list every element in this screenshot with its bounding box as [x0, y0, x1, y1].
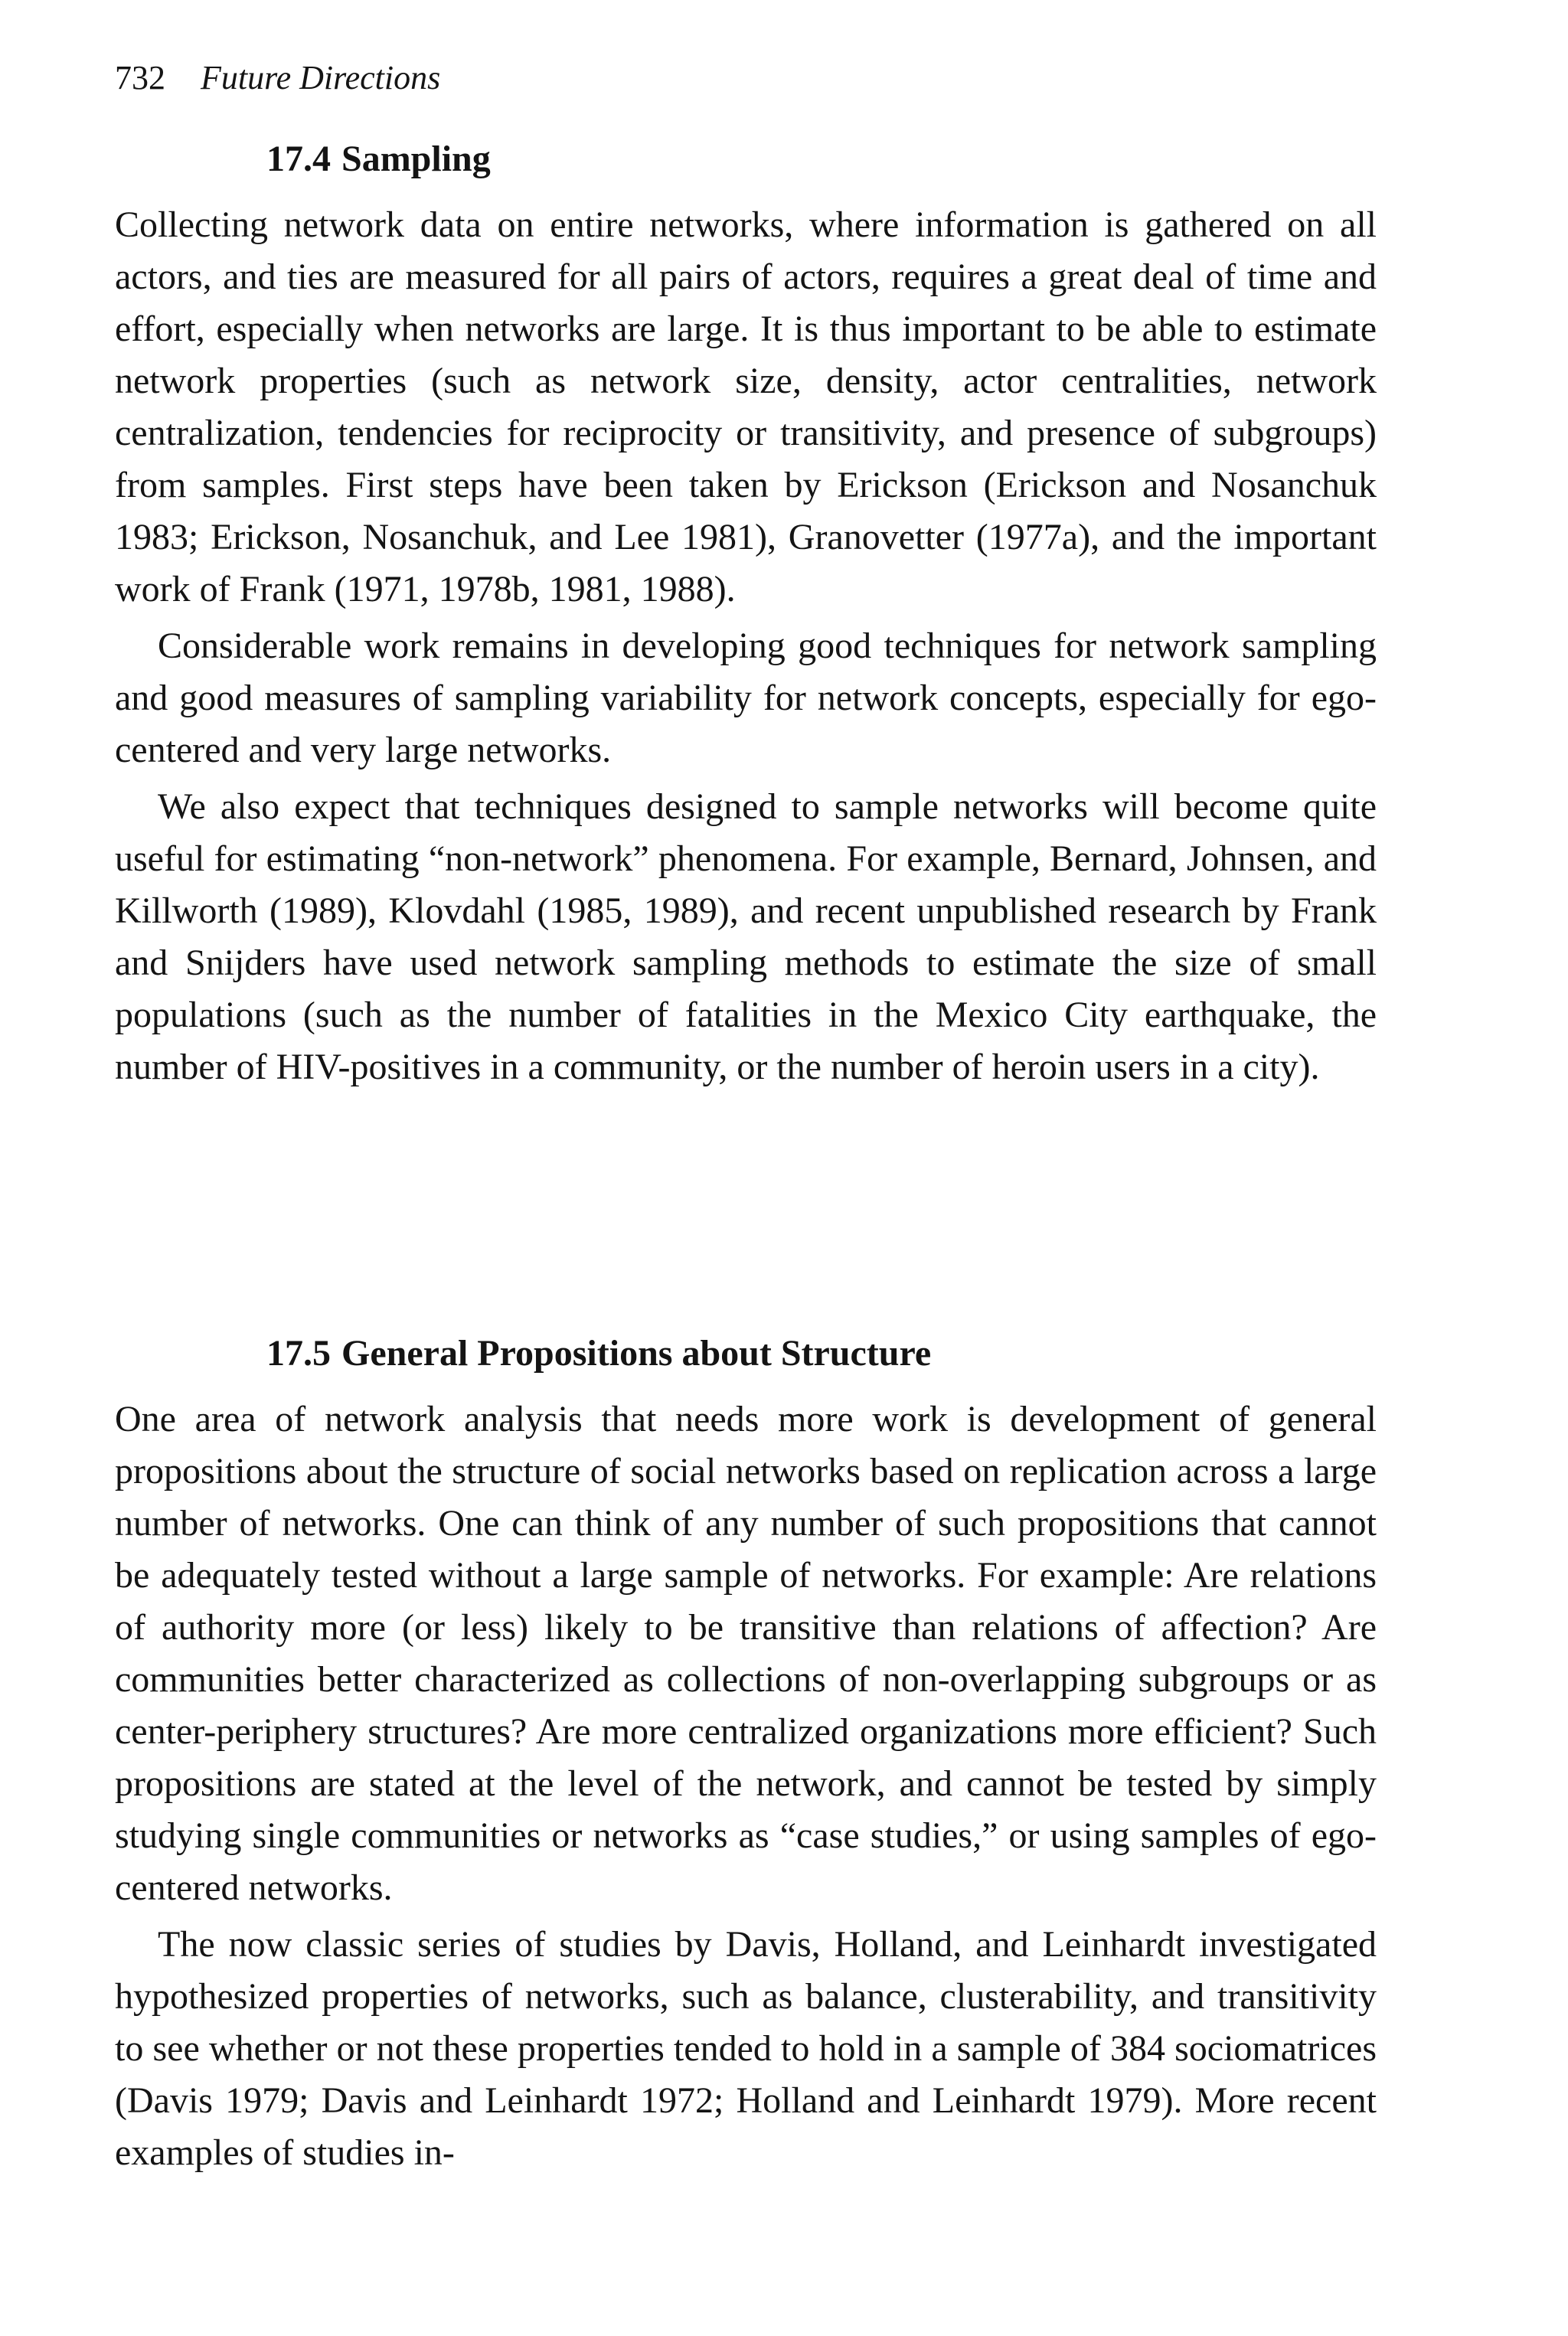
section-body-general-propositions [115, 1393, 1377, 2184]
running-head [115, 57, 440, 100]
paragraph: One area of network analysis that needs more work is development of general propositions about the structure of social networks based on replication across a large number of networks. One can think of any number of such propositions that cannot be adequately tested without a large sample of networks. For example: Are relations of authority more (or less) likely to be transitive than relations of affection? Are communities better characterized as collections of non-overlapping subgroups or as center-periphery structures? Are more centralized organizations more efficient? Such propositions are stated at the level of the network, and cannot be tested by simply studying single communities or networks as “case studies,” or using samples of ego-centered networks. [115, 1399, 1377, 1908]
paragraph: The now classic series of studies by Davis, Holland, and Leinhardt investigated hypothesized properties of networks, such as balance, clusterability, and transitivity to see whether or not these properties tended to hold in a sample of 384 sociomatrices (Davis 1979; Davis and Leinhardt 1972; Holland and Leinhardt 1979). More recent examples of studies in- [115, 1924, 1377, 2173]
section-heading-general-propositions [266, 1331, 931, 1377]
page-number: 732 [115, 59, 165, 96]
section-heading-sampling [266, 136, 491, 182]
section-number: 17.4 [266, 139, 331, 179]
paragraph: Considerable work remains in developing good techniques for network sampling and good measures of sampling variability for network concepts, especially for ego-centered and very large networks. [115, 626, 1377, 770]
paragraph: We also expect that techniques designed to sample networks will become quite useful for estimating “non-network” phenomena. For example, Bernard, Johnsen, and Killworth (1989), Klovdahl (1985, 1989), and recent unpublished research by Frank and Snijders have used network sampling methods to estimate the size of small populations (such as the number of fatalities in the Mexico City earthquake, the number of HIV-positives in a community, or the number of heroin users in a city). [115, 786, 1377, 1087]
paragraph: Collecting network data on entire networks, where information is gathered on all actors, and ties are measured for all pairs of actors, requires a great deal of time and effort, especially when networks are large. It is thus important to be able to estimate network properties (such as network size, density, actor centralities, network centralization, tendencies for reciprocity or transitivity, and presence of subgroups) from samples. First steps have been taken by Erickson (Erickson and Nosanchuk 1983; Erickson, Nosanchuk, and Lee 1981), Granovetter (1977a), and the important work of Frank (1971, 1978b, 1981, 1988). [115, 204, 1377, 609]
section-title: Sampling [341, 139, 491, 179]
section-body-sampling [115, 199, 1377, 1098]
section-number: 17.5 [266, 1333, 331, 1374]
section-title: General Propositions about Structure [341, 1333, 932, 1374]
running-title: Future Directions [201, 59, 441, 96]
